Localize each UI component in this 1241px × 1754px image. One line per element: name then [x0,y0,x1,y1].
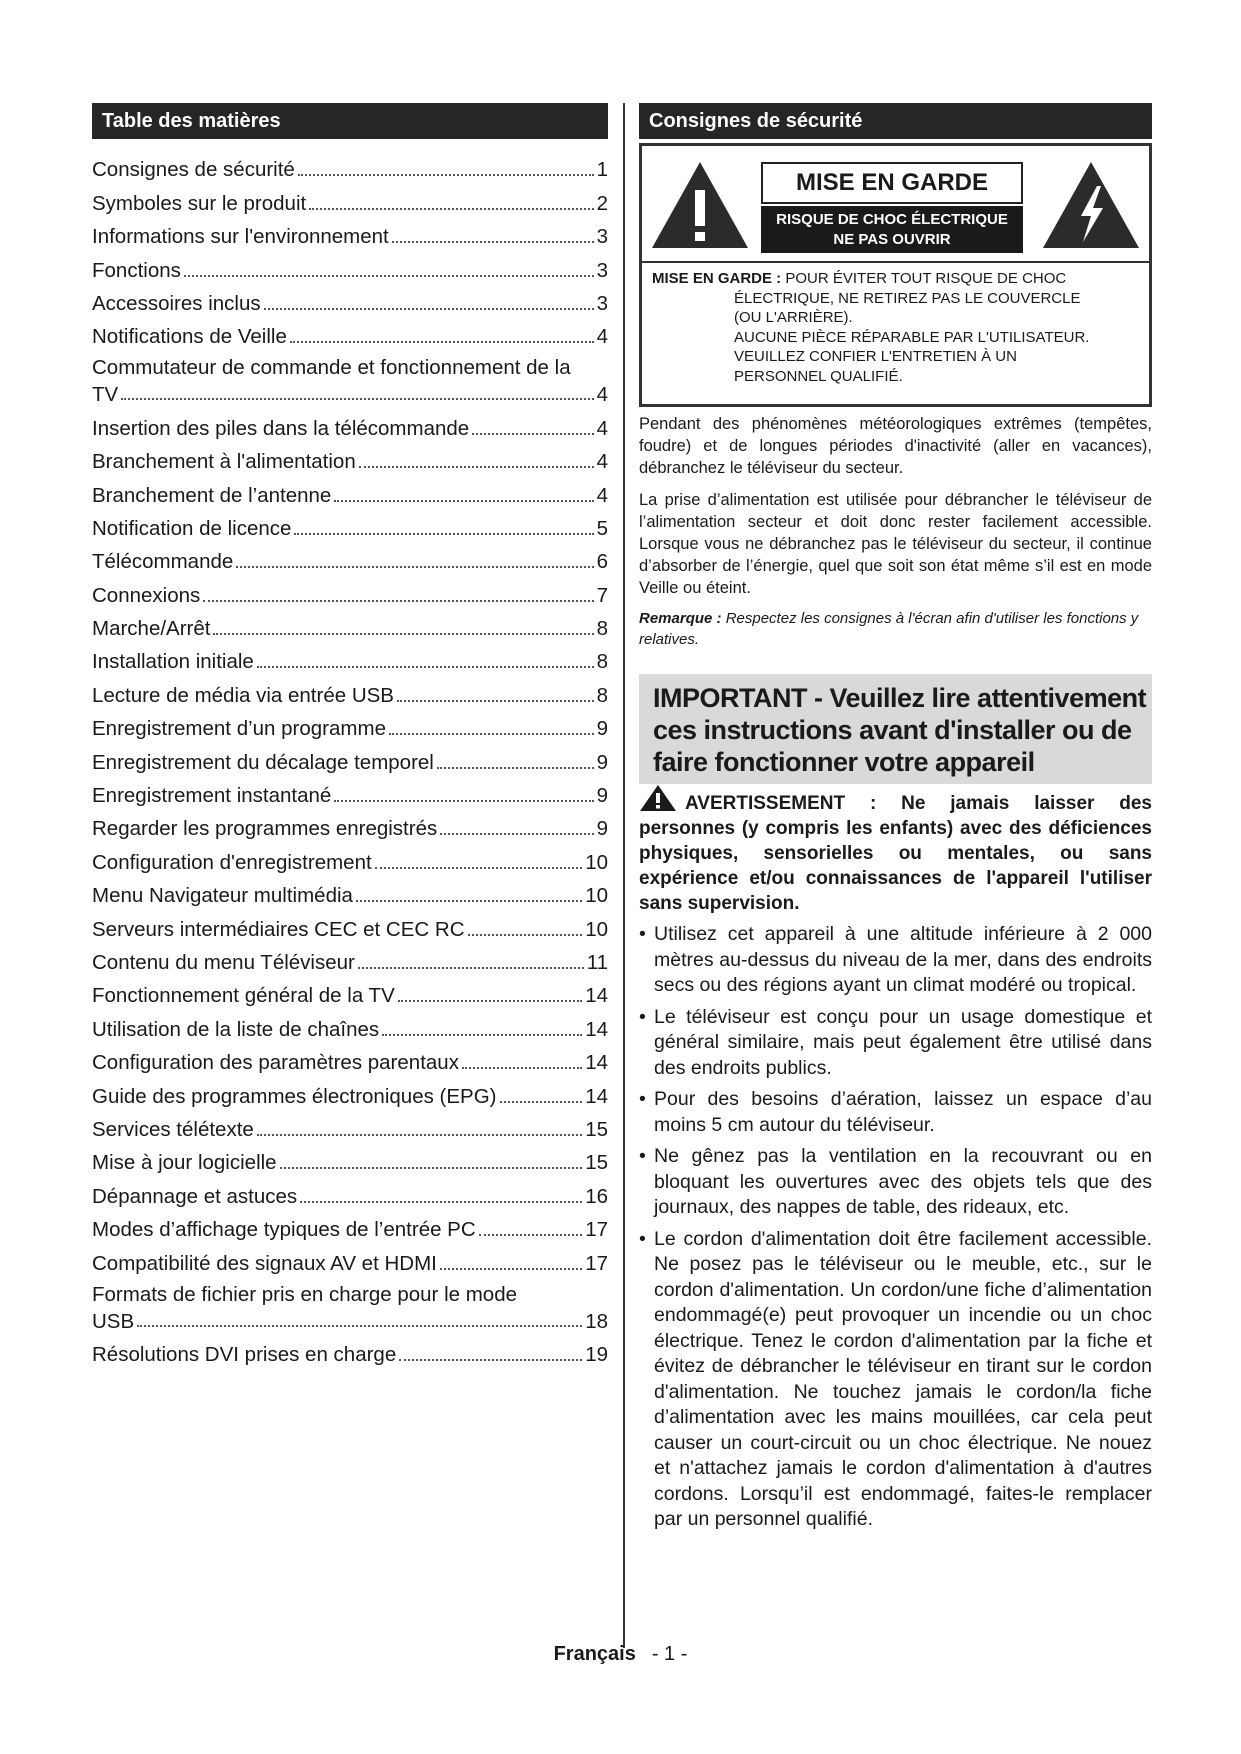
toc-leader-dots [440,833,593,835]
toc-entry [92,1111,608,1144]
toc-leader-dots [290,341,594,343]
toc-leader-dots [294,533,593,535]
toc-leader-dots [280,1167,583,1169]
toc-entry-page: 7 [596,583,608,607]
toc-entry-page: 15 [585,1117,608,1141]
toc-entry [92,476,608,509]
caution-text-line-2: ÉLECTRIQUE, NE RETIREZ PAS LE COUVERCLE [734,289,1081,307]
toc-entry-page: 9 [596,750,608,774]
toc-entry-line2 [92,1309,608,1335]
small-warning-icon [639,784,677,812]
toc-leader-dots [382,1034,582,1036]
toc-entry-title: Installation initiale [92,650,254,674]
toc-leader-dots [500,1101,583,1103]
toc-leader-dots [397,700,594,702]
caution-separator [642,261,1149,263]
toc-entry-title: Configuration d'enregistrement [92,850,372,874]
toc-entry-title: Notifications de Veille [92,325,287,349]
toc-entry [92,218,608,251]
safety-column [639,103,1152,1539]
toc-entry-page: 8 [596,650,608,674]
toc-entry-title: Fonctionnement général de la TV [92,984,395,1008]
toc-entry [92,743,608,776]
caution-text-line-5: VEUILLEZ CONFIER L'ENTRETIEN À UN [734,348,1017,365]
toc-entry-page: 10 [585,917,608,941]
toc-entry-page: 4 [596,416,608,440]
toc-entry [92,151,608,184]
toc-entry [92,610,608,643]
toc-entry [92,977,608,1010]
toc-entry-title: Menu Navigateur multimédia [92,884,353,908]
toc-entry [92,285,608,318]
toc-entry-page: 15 [585,1151,608,1175]
toc-entry-title: Insertion des piles dans la télécommande [92,416,470,440]
toc-entry-title-cont: USB [92,1309,135,1333]
toc-entry-page: 17 [585,1218,608,1242]
toc-entry-title: Contenu du menu Téléviseur [92,950,355,974]
toc-leader-dots [358,967,584,969]
toc-entry-page: 11 [586,950,608,974]
safety-bullet-item [639,922,1152,999]
warning-paragraph [639,784,1152,916]
toc-list [92,151,608,1369]
toc-entry-page: 4 [596,450,608,474]
toc-leader-dots [359,466,594,468]
toc-entry [92,710,608,743]
toc-entry [92,877,608,910]
toc-entry-title: Configuration des paramètres parentaux [92,1051,459,1075]
toc-leader-dots [257,1134,582,1136]
toc-header: Table des matières [92,103,608,139]
toc-entry-title: Dépannage et astuces [92,1184,298,1208]
toc-leader-dots [184,275,594,277]
bullet-marker: • [639,923,646,945]
toc-entry [92,510,608,543]
caution-label-panel [761,162,1023,253]
toc-entry-page: 4 [596,383,608,407]
toc-entry-title: Enregistrement d’un programme [92,717,386,741]
toc-leader-dots [437,767,594,769]
toc-entry-page: 4 [596,325,608,349]
caution-box [639,143,1152,407]
toc-leader-dots [298,174,594,176]
toc-entry-page: 8 [596,617,608,641]
toc-entry-page: 18 [585,1309,608,1333]
important-banner [639,674,1152,784]
toc-entry [92,409,608,442]
footer-language: Français [553,1643,636,1665]
toc-leader-dots [462,1067,582,1069]
bullet-marker: • [639,1145,646,1167]
toc-entry [92,443,608,476]
power-plug-paragraph: La prise d’alimentation est utilisée pour débrancher le téléviseur de l’alimentation secteur et doit donc rester facilement accessible. Lorsque vous ne débranchez pas le téléviseur du secteur, il continue d’absorber de l’énergie, quel que soit son état même s’il est en mode Veille ou éteint. [639,491,1152,597]
toc-leader-dots [398,1000,582,1002]
toc-entry-page: 10 [585,850,608,874]
toc-entry [92,543,608,576]
toc-leader-dots [334,500,593,502]
toc-entry-page: 14 [585,984,608,1008]
note-text: Respectez les consignes à l'écran afin d'utiliser les fonctions y relatives. [639,610,1139,648]
weather-paragraph: Pendant des phénomènes météorologiques extrêmes (tempêtes, foudre) et de longues périodes d'inactivité (aller en vacances), débranchez le téléviseur du secteur. [639,415,1152,477]
toc-entry [92,1077,608,1110]
toc-entry [92,351,608,409]
toc-entry-page: 9 [596,717,608,741]
toc-leader-dots [334,800,593,802]
toc-entry-title: Symboles sur le produit [92,191,307,215]
toc-leader-dots [472,433,593,435]
caution-text-line-6: PERSONNEL QUALIFIÉ. [734,367,903,385]
bullet-text: Le téléviseur est conçu pour un usage domestique et général similaire, mais peut également être utilisé dans des endroits publics. [654,1005,1152,1079]
toc-entry-title: Enregistrement du décalage temporel [92,750,434,774]
toc-entry-title: Guide des programmes électroniques (EPG) [92,1084,497,1108]
toc-entry-title: Accessoires inclus [92,291,261,315]
toc-leader-dots [375,867,583,869]
caution-text-label: MISE EN GARDE : [652,270,782,287]
toc-entry-title: Formats de fichier pris en charge pour le mode [92,1282,518,1306]
toc-entry [92,1010,608,1043]
bullet-text: Pour des besoins d’aération, laissez un espace d’au moins 5 cm autour du téléviseur. [654,1088,1152,1136]
toc-leader-dots [264,308,594,310]
toc-entry-title: Notification de licence [92,516,292,540]
toc-entry-title: Commutateur de commande et fonctionnement de la [92,356,571,380]
toc-entry-title: Branchement à l'alimentation [92,450,356,474]
safety-bullet-item [639,1144,1152,1221]
bullet-text: Ne gênez pas la ventilation en la recouvrant ou en bloquant les ouvertures avec des objets tels que des journaux, des nappes de table, des rideaux, etc. [654,1145,1152,1218]
toc-entry [92,643,608,676]
toc-entry-title: Fonctions [92,258,181,282]
safety-bullet-item [639,1005,1152,1082]
toc-leader-dots [236,566,593,568]
toc-entry-page: 14 [585,1084,608,1108]
caution-text-line-4: AUCUNE PIÈCE RÉPARABLE PAR L'UTILISATEUR. [734,328,1090,346]
caution-text-line-3: (OU L'ARRIÈRE). [734,309,853,326]
toc-entry [92,576,608,609]
exclamation-warning-icon [650,160,750,250]
toc-entry-title: Informations sur l'environnement [92,225,389,249]
toc-entry [92,1278,608,1336]
toc-entry-page: 4 [596,483,608,507]
safety-header: Consignes de sécurité [639,103,1152,139]
toc-entry-title: Services télétexte [92,1117,254,1141]
toc-leader-dots [399,1359,582,1361]
toc-entry [92,1211,608,1244]
toc-entry [92,944,608,977]
caution-sub-line-2: NE PAS OUVRIR [833,231,951,248]
safety-bullet-item [639,1087,1152,1138]
column-divider [623,103,625,1648]
toc-entry-page: 2 [596,191,608,215]
toc-leader-dots [121,398,593,400]
toc-entry-page: 16 [585,1184,608,1208]
page-footer [0,1643,1241,1666]
caution-title: MISE EN GARDE [761,162,1023,204]
toc-entry-page: 8 [596,683,608,707]
toc-entry [92,1177,608,1210]
toc-entry-page: 14 [585,1017,608,1041]
toc-entry [92,910,608,943]
toc-entry-title: Utilisation de la liste de chaînes [92,1017,380,1041]
toc-entry-line2 [92,382,608,408]
toc-entry-title: Consignes de sécurité [92,158,295,182]
toc-entry-title: Résolutions DVI prises en charge [92,1342,397,1366]
bullet-marker: • [639,1005,646,1028]
note-paragraph [639,608,1152,650]
toc-entry-title: Compatibilité des signaux AV et HDMI [92,1251,437,1275]
toc-leader-dots [479,1234,583,1236]
toc-entry-title: Marche/Arrêt [92,617,211,641]
toc-entry-page: 10 [585,884,608,908]
toc-leader-dots [137,1325,582,1327]
toc-entry-title: Télécommande [92,550,234,574]
bullet-text: Utilisez cet appareil à une altitude inférieure à 2 000 mètres au-dessus du niveau de la mer, dans des endroits secs ou des régions ayant un climat modéré ou tropical. [654,923,1152,996]
toc-entry-page: 17 [585,1251,608,1275]
toc-leader-dots [392,241,594,243]
toc-entry-title: Branchement de l’antenne [92,483,332,507]
safety-bullet-item [639,1227,1152,1533]
toc-leader-dots [203,600,593,602]
page-number: - 1 - [651,1643,688,1665]
toc-entry-page: 19 [585,1342,608,1366]
toc-leader-dots [257,666,594,668]
toc-entry-title: Modes d’affichage typiques de l’entrée PC [92,1218,476,1242]
toc-entry-title: Connexions [92,583,201,607]
bullet-text: Le cordon d'alimentation doit être facilement accessible. Ne posez pas le téléviseur ou le meuble, etc., sur le cordon d'alimentation. Un cordon/une fiche d’alimentation endommagé(e) peut provoquer un incendie ou un choc électrique. Tenez le cordon d'alimentation par la fiche et évitez de débrancher le téléviseur en tirant sur le cordon d'alimentation. Ne touchez jamais le cordon/la fiche d’alimentation avec les mains mouillées, car cela peut causer un court-circuit ou un choc électrique. Ne nouez et n'attachez jamais le cordon d'alimentation à d'autres cordons. Lorsqu’il est endommagé, faites-le remplacer par un personnel qualifié. [654,1227,1152,1530]
important-heading: IMPORTANT - Veuillez lire attentivement ces instructions avant d'installer ou de faire fonctionner votre appareil [653,683,1147,777]
toc-entry [92,810,608,843]
toc-entry [92,1144,608,1177]
toc-entry [92,251,608,284]
toc-leader-dots [389,733,594,735]
caution-text-line-1: POUR ÉVITER TOUT RISQUE DE CHOC [781,270,1067,287]
toc-entry [92,1244,608,1277]
caution-text [652,269,1132,386]
toc-entry [92,676,608,709]
toc-entry-title: Regarder les programmes enregistrés [92,817,438,841]
toc-leader-dots [300,1201,582,1203]
lightning-warning-icon [1041,160,1141,250]
toc-entry-page: 3 [596,291,608,315]
toc-entry-title: Enregistrement instantané [92,784,332,808]
toc-entry-page: 6 [596,550,608,574]
toc-entry [92,843,608,876]
toc-entry-title: Lecture de média via entrée USB [92,683,394,707]
caution-subtitle [761,206,1023,253]
toc-leader-dots [213,633,593,635]
bullet-marker: • [639,1227,646,1250]
toc-entry-page: 1 [596,158,608,182]
note-label: Remarque : [639,610,722,627]
toc-entry-page: 5 [596,516,608,540]
caution-sub-line-1: RISQUE DE CHOC ÉLECTRIQUE [776,211,1008,228]
toc-entry [92,1336,608,1369]
toc-entry [92,1044,608,1077]
toc-leader-dots [356,900,582,902]
toc-entry [92,184,608,217]
toc-entry-title: Serveurs intermédiaires CEC et CEC RC [92,917,465,941]
toc-entry-page: 3 [596,225,608,249]
safety-bullet-list [639,922,1152,1533]
toc-entry-page: 9 [596,817,608,841]
toc-leader-dots [440,1268,582,1270]
toc-column [92,103,608,1369]
toc-entry [92,777,608,810]
toc-entry-title-cont: TV [92,383,119,407]
warning-text: AVERTISSEMENT : Ne jamais laisser des personnes (y compris les enfants) avec des déficiences physiques, sensorielles ou mentales, ou sans expérience et/ou connaissances de l'appareil l'utiliser sans supervision. [639,793,1152,914]
toc-entry-page: 3 [596,258,608,282]
toc-leader-dots [468,934,583,936]
toc-entry-page: 9 [596,784,608,808]
bullet-marker: • [639,1088,646,1110]
toc-leader-dots [309,208,593,210]
toc-entry-page: 14 [585,1051,608,1075]
toc-entry-title: Mise à jour logicielle [92,1151,277,1175]
toc-entry [92,318,608,351]
